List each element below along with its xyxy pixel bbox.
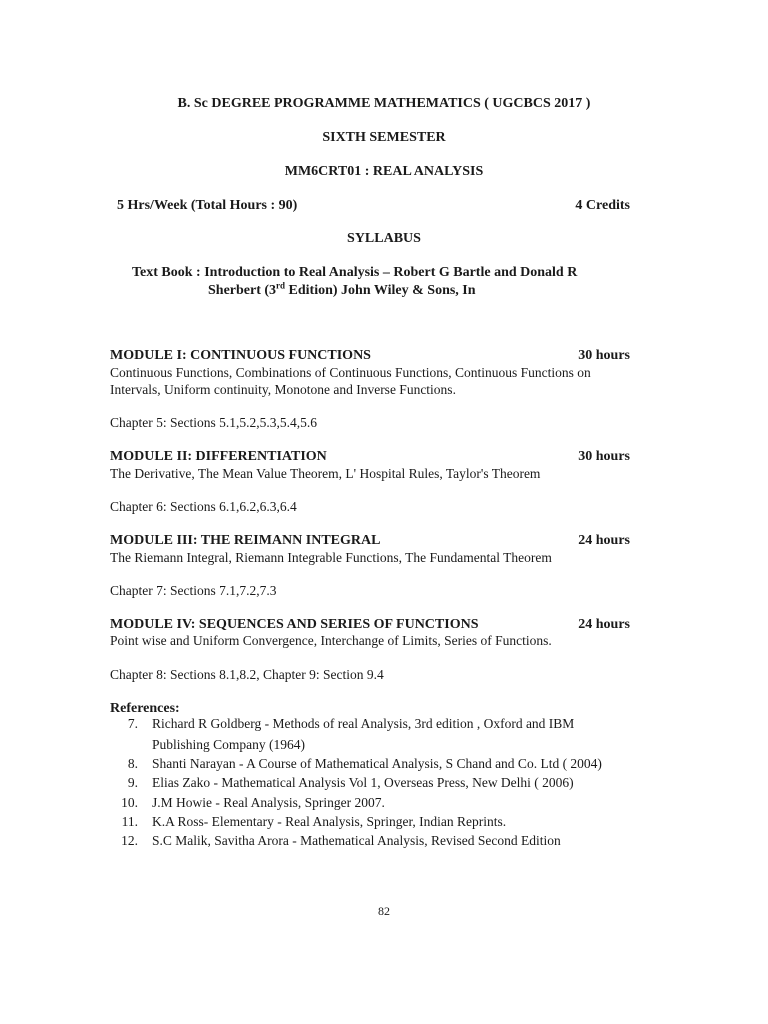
reference-item (110, 833, 561, 849)
reference-text: Elias Zako - Mathematical Analysis Vol 1, Overseas Press, New Delhi ( 2006) (152, 775, 574, 790)
reference-number: 7. (127, 716, 138, 731)
reference-item (110, 756, 602, 772)
module-3-title: MODULE III: THE REIMANN INTEGRAL (110, 533, 381, 548)
module-3-topics-line-1: The Riemann Integral, Riemann Integrable Functions, The Fundamental Theorem (110, 550, 552, 565)
reference-item (110, 716, 574, 732)
module-2-chapter: Chapter 6: Sections 6.1,6.2,6.3,6.4 (110, 499, 297, 514)
module-1-title: MODULE I: CONTINUOUS FUNCTIONS (110, 348, 371, 363)
semester-title: SIXTH SEMESTER (322, 130, 446, 145)
reference-number: 12. (121, 833, 138, 848)
reference-item-continuation: Publishing Company (1964) (152, 737, 306, 752)
module-1-hours: 30 hours (578, 348, 630, 363)
hours-per-week: 5 Hrs/Week (Total Hours : 90) (117, 198, 298, 213)
textbook-author: Sherbert (3 (208, 283, 277, 298)
reference-text: J.M Howie - Real Analysis, Springer 2007. (152, 795, 385, 810)
page-number: 82 (378, 904, 390, 918)
reference-number: 9. (127, 775, 138, 790)
module-2-title: MODULE II: DIFFERENTIATION (110, 449, 327, 464)
textbook-line-2 (208, 280, 476, 299)
module-1-topics-line-2: Intervals, Uniform continuity, Monotone and Inverse Functions. (110, 382, 456, 397)
reference-text: K.A Ross- Elementary - Real Analysis, Springer, Indian Reprints. (152, 814, 507, 829)
module-4-hours: 24 hours (578, 617, 630, 632)
programme-title: B. Sc DEGREE PROGRAMME MATHEMATICS ( UGCBCS 2017 ) (177, 96, 591, 111)
module-1-topics-line-1: Continuous Functions, Combinations of Continuous Functions, Continuous Functions on (110, 365, 591, 380)
reference-text: Shanti Narayan - A Course of Mathematical Analysis, S Chand and Co. Ltd ( 2004) (152, 756, 602, 771)
module-2-hours: 30 hours (578, 449, 630, 464)
reference-number: 10. (121, 795, 138, 810)
module-3-hours: 24 hours (578, 533, 630, 548)
reference-item (110, 814, 506, 830)
reference-number: 11. (121, 814, 138, 829)
reference-number: 8. (127, 756, 138, 771)
module-4-topics-line-1: Point wise and Uniform Convergence, Interchange of Limits, Series of Functions. (110, 633, 552, 648)
credits: 4 Credits (575, 198, 630, 213)
module-4-chapter: Chapter 8: Sections 8.1,8.2, Chapter 9: Section 9.4 (110, 667, 384, 682)
references-heading: References: (110, 701, 180, 716)
textbook-publisher: Edition) John Wiley & Sons, In (285, 283, 476, 298)
edition-superscript: rd (276, 280, 286, 291)
module-2-topics-line-1: The Derivative, The Mean Value Theorem, L' Hospital Rules, Taylor's Theorem (110, 466, 541, 481)
reference-text: S.C Malik, Savitha Arora - Mathematical Analysis, Revised Second Edition (152, 833, 561, 848)
reference-item (110, 795, 385, 811)
course-title: MM6CRT01 : REAL ANALYSIS (284, 164, 484, 179)
reference-item (110, 775, 574, 791)
module-4-title: MODULE IV: SEQUENCES AND SERIES OF FUNCTIONS (110, 617, 479, 632)
module-3-chapter: Chapter 7: Sections 7.1,7.2,7.3 (110, 583, 277, 598)
textbook-line-1: Text Book : Introduction to Real Analysis – Robert G Bartle and Donald R (132, 265, 578, 280)
reference-text: Richard R Goldberg - Methods of real Analysis, 3rd edition , Oxford and IBM (152, 716, 575, 731)
syllabus-heading: SYLLABUS (347, 231, 421, 246)
module-1-chapter: Chapter 5: Sections 5.1,5.2,5.3,5.4,5.6 (110, 415, 317, 430)
